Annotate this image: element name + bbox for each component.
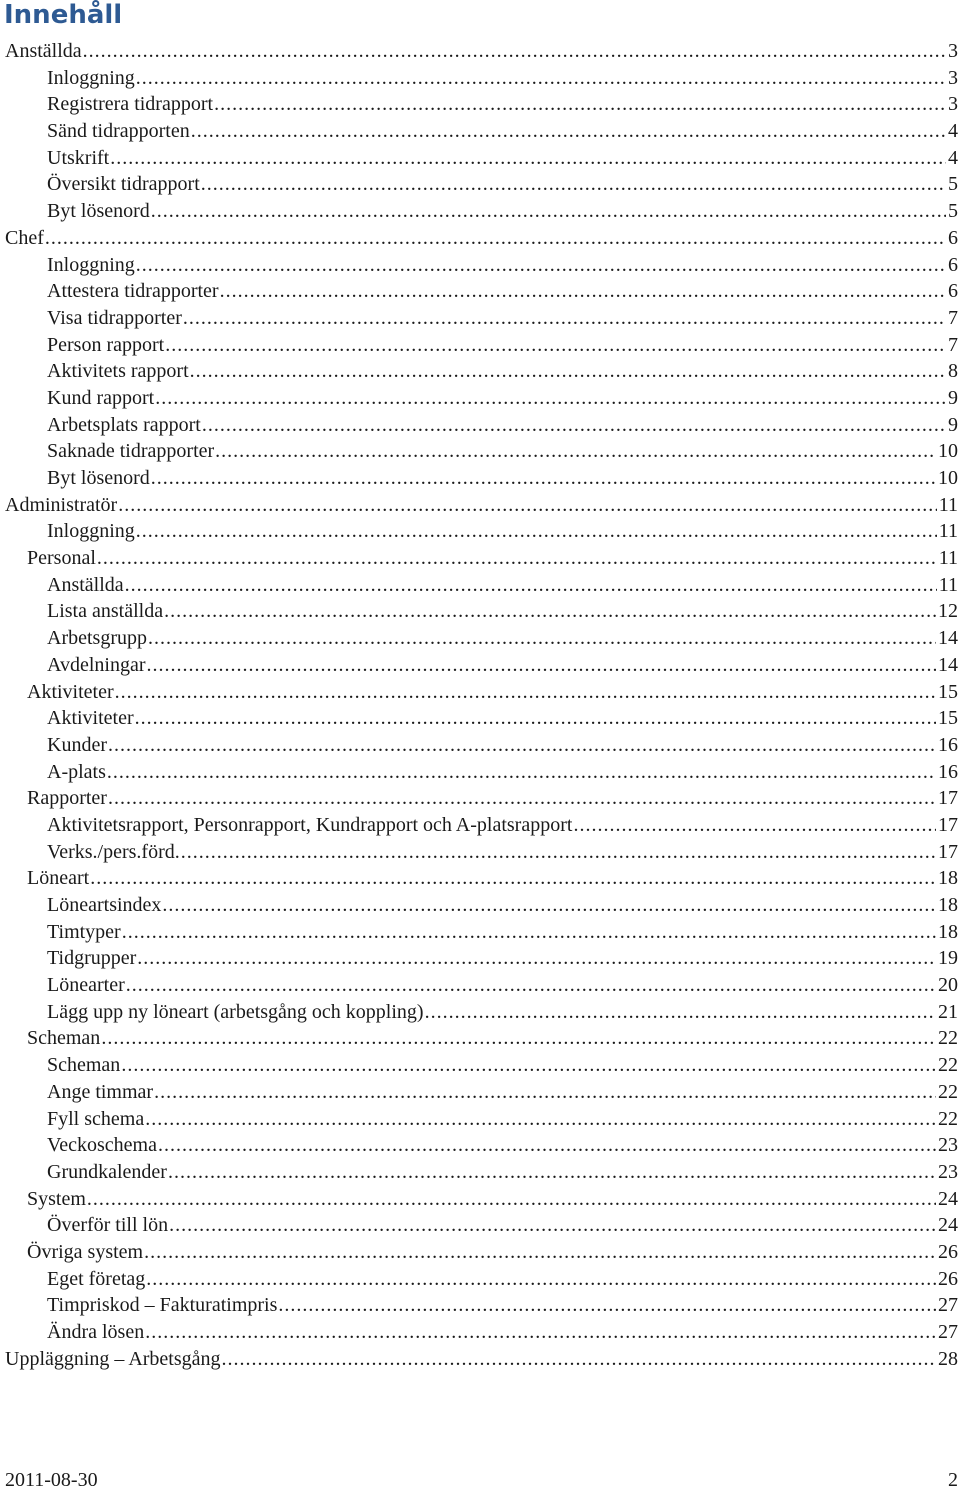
toc-dot-leader [201,171,946,198]
toc-entry-page: 12 [938,600,958,623]
toc-dot-leader [214,91,946,118]
toc-entry[interactable] [0,1239,960,1266]
toc-entry[interactable] [0,1106,960,1133]
toc-entry-page: 27 [938,1321,958,1343]
toc-dot-leader [126,972,936,999]
toc-entry-page: 11 [938,547,958,570]
toc-entry[interactable] [0,1052,960,1079]
toc-entry-label: Löneartsindex [47,894,162,916]
toc-entry[interactable] [0,1132,960,1159]
toc-entry-page: 3 [948,66,958,89]
toc-entry-page: 17 [938,840,958,863]
toc-entry-page: 11 [938,573,958,596]
toc-dot-leader [220,278,946,305]
toc-dot-leader [190,358,946,385]
toc-entry[interactable] [0,705,960,732]
toc-entry-page: 9 [948,386,958,409]
toc-dot-leader [136,252,946,279]
toc-entry[interactable] [0,332,960,359]
toc-dot-leader [145,1106,936,1133]
toc-entry-page: 15 [938,707,958,730]
toc-entry-page: 17 [938,787,958,810]
toc-entry-page: 20 [938,974,958,997]
toc-dot-leader [191,118,946,145]
toc-entry[interactable] [0,1292,960,1319]
toc-entry-page: 5 [948,173,958,196]
toc-entry[interactable] [0,1159,960,1186]
toc-entry-label: Verks./pers.förd. [47,840,180,863]
toc-entry-page: 9 [948,413,958,436]
toc-entry-label: Visa tidrapporter [47,306,182,329]
toc-entry-page: 23 [938,1134,958,1157]
toc-entry-label: Löneart [27,867,90,890]
toc-entry-page: 17 [938,813,958,836]
toc-entry[interactable] [0,732,960,759]
toc-entry-label: A-plats [47,760,106,783]
toc-entry[interactable] [0,892,960,919]
toc-entry[interactable] [0,1025,960,1052]
toc-dot-leader [101,1025,936,1052]
toc-entry-page: 19 [938,947,958,970]
toc-entry-label: Lönearter [47,974,125,997]
toc-entry[interactable] [0,1212,960,1239]
toc-entry-page: 5 [948,200,958,223]
toc-entry-label: Byt lösenord [47,200,150,223]
toc-entry-page: 14 [938,627,958,650]
toc-entry-label: Sänd tidrapporten [47,120,190,143]
toc-entry[interactable] [0,1266,960,1293]
toc-entry-label: Saknade tidrapporter [47,440,215,463]
toc-entry-page: 27 [938,1294,958,1317]
toc-entry-page: 16 [938,760,958,783]
toc-dot-leader [181,839,936,866]
toc-entry-label: Timpriskod – Fakturatimpris [47,1294,278,1317]
toc-entry[interactable] [0,812,960,839]
toc-entry-page: 3 [948,40,958,62]
toc-entry[interactable] [0,919,960,946]
toc-dot-leader [137,945,936,972]
toc-dot-leader [425,999,936,1026]
toc-entry[interactable] [0,278,960,305]
toc-dot-leader [136,518,937,545]
toc-entry[interactable] [0,198,960,225]
toc-heading: Innehåll [4,0,123,30]
toc-entry[interactable] [0,465,960,492]
toc-entry-label: Överför till lön [47,1214,169,1237]
toc-entry-label: Lägg upp ny löneart (arbetsgång och koppling) [47,1000,424,1023]
toc-entry-label: Person rapport [47,333,165,356]
toc-entry[interactable] [0,91,960,118]
toc-entry-label: Grundkalender [47,1160,167,1183]
toc-entry[interactable] [0,65,960,92]
toc-entry-label: Kund rapport [47,386,155,409]
toc-dot-leader [573,812,936,839]
toc-entry-label: Registrera tidrapport [47,93,214,116]
toc-entry-page: 22 [938,1080,958,1103]
toc-dot-leader [83,38,946,65]
toc-entry-page: 11 [938,493,958,516]
toc-entry-label: Arbetsplats rapport [47,413,201,436]
toc-dot-leader [108,785,936,812]
toc-entry-page: 7 [948,306,958,329]
toc-entry-page: 4 [948,146,958,169]
toc-entry-label: Administratör [5,493,118,516]
toc-entry-label: Anställda [47,573,124,596]
toc-entry-label: Ange timmar [47,1080,154,1103]
toc-dot-leader [169,1212,936,1239]
toc-entry-label: Kunder [47,733,107,756]
toc-entry[interactable] [0,972,960,999]
toc-dot-leader [278,1292,936,1319]
toc-entry-page: 24 [938,1214,958,1237]
toc-entry-page: 8 [948,360,958,383]
toc-dot-leader [87,1186,936,1213]
toc-entry-label: Veckoschema [47,1134,157,1157]
toc-entry-label: Övriga system [27,1240,144,1263]
toc-entry-page: 22 [938,1054,958,1077]
toc-entry[interactable] [0,652,960,679]
toc-dot-leader [202,412,946,439]
toc-entry-page: 21 [938,1000,958,1023]
toc-entry-label: Chef [5,226,44,249]
toc-entry-label: Inloggning [47,520,135,543]
toc-entry[interactable] [0,999,960,1026]
toc-entry-label: Aktivitets rapport [47,360,189,383]
toc-entry[interactable] [0,1079,960,1106]
toc-dot-leader [110,145,946,172]
toc-dot-leader [165,332,946,359]
toc-entry[interactable] [0,225,960,252]
toc-entry[interactable] [0,545,960,572]
toc-entry[interactable] [0,1186,960,1213]
toc-entry[interactable] [0,945,960,972]
toc-entry-label: Tidgrupper [47,947,137,970]
toc-entry-page: 6 [948,253,958,276]
toc-entry-label: Scheman [47,1054,121,1077]
toc-entry[interactable] [0,412,960,439]
toc-entry-label: Avdelningar [47,653,146,676]
toc-entry-label: Aktiviteter [47,707,134,730]
footer-date: 2011-08-30 [5,1469,98,1491]
toc-dot-leader [147,652,937,679]
toc-dot-leader [107,759,936,786]
toc-entry[interactable] [0,572,960,599]
toc-entry-label: Inloggning [47,253,135,276]
toc-entry-page: 4 [948,120,958,143]
toc-entry-page: 15 [938,680,958,703]
toc-entry-page: 14 [938,653,958,676]
toc-entry-label: Anställda [5,40,82,62]
toc-dot-leader [90,865,936,892]
toc-entry-page: 11 [938,520,958,543]
toc-entry[interactable] [0,865,960,892]
toc-entry-label: Uppläggning – Arbetsgång [5,1347,221,1370]
toc-dot-leader [136,65,946,92]
toc-entry-page: 26 [938,1240,958,1263]
toc-dot-leader [122,919,936,946]
toc-dot-leader [135,705,936,732]
toc-dot-leader [148,625,936,652]
toc-entry-page: 6 [948,226,958,249]
toc-entry-page: 24 [938,1187,958,1210]
toc-entry-page: 18 [938,920,958,943]
toc-entry[interactable] [0,118,960,145]
toc-entry[interactable] [0,598,960,625]
toc-entry-label: Översikt tidrapport [47,173,200,196]
toc-entry-label: Aktivitetsrapport, Personrapport, Kundrapport och A-platsrapport [47,813,573,836]
toc-dot-leader [158,1132,936,1159]
toc-entry-label: Personal [27,547,96,570]
toc-dot-leader [97,545,937,572]
toc-entry-label: Inloggning [47,66,135,89]
toc-entry-label: Byt lösenord [47,467,150,489]
toc-entry-label: Utskrift [47,146,110,169]
toc-entry-label: Eget företag [47,1267,146,1290]
toc-entry[interactable] [0,438,960,465]
toc-entry[interactable] [0,1346,960,1373]
toc-entry-label: Lista anställda [47,600,164,623]
toc-dot-leader [118,492,937,519]
toc-entry[interactable] [0,785,960,812]
table-of-contents [0,38,960,1372]
toc-entry-page: 22 [938,1107,958,1130]
toc-dot-leader [222,1346,936,1373]
toc-entry-page: 10 [938,467,958,489]
toc-entry-page: 28 [938,1347,958,1370]
toc-entry[interactable] [0,492,960,519]
footer-page-number: 2 [948,1469,958,1491]
toc-entry-label: Aktiviteter [27,680,114,703]
toc-entry-label: Timtyper [47,920,121,943]
toc-entry-label: Scheman [27,1027,101,1050]
toc-entry[interactable] [0,1319,960,1346]
toc-entry[interactable] [0,145,960,172]
toc-dot-leader [108,732,936,759]
toc-entry-page: 18 [938,894,958,916]
toc-entry[interactable] [0,171,960,198]
toc-entry[interactable] [0,252,960,279]
toc-entry-page: 10 [938,440,958,463]
toc-entry-page: 22 [938,1027,958,1050]
toc-dot-leader [146,1266,936,1293]
toc-dot-leader [121,1052,936,1079]
toc-entry-page: 7 [948,333,958,356]
toc-dot-leader [215,438,936,465]
toc-dot-leader [162,892,936,919]
toc-entry-label: Fyll schema [47,1107,145,1130]
toc-entry-page: 3 [948,93,958,116]
toc-dot-leader [45,225,946,252]
toc-dot-leader [154,1079,936,1106]
toc-entry-page: 16 [938,733,958,756]
toc-dot-leader [151,465,936,492]
toc-dot-leader [151,198,946,225]
toc-entry-label: System [27,1187,86,1210]
toc-entry-page: 6 [948,280,958,303]
toc-entry-label: Ändra lösen [47,1321,145,1343]
toc-dot-leader [183,305,946,332]
toc-dot-leader [145,1319,936,1346]
toc-dot-leader [115,679,936,706]
toc-dot-leader [125,572,937,599]
toc-dot-leader [168,1159,936,1186]
toc-dot-leader [155,385,946,412]
toc-dot-leader [164,598,936,625]
toc-dot-leader [144,1239,936,1266]
toc-entry[interactable] [0,839,960,866]
toc-entry[interactable] [0,518,960,545]
toc-entry-label: Arbetsgrupp [47,627,147,650]
toc-entry[interactable] [0,305,960,332]
toc-entry[interactable] [0,679,960,706]
toc-entry-page: 23 [938,1160,958,1183]
toc-entry-label: Attestera tidrapporter [47,280,219,303]
toc-entry-page: 26 [938,1267,958,1290]
toc-entry-label: Rapporter [27,787,107,810]
toc-entry[interactable] [0,385,960,412]
toc-entry[interactable] [0,38,960,65]
toc-entry-page: 18 [938,867,958,890]
toc-entry[interactable] [0,358,960,385]
toc-entry[interactable] [0,625,960,652]
toc-entry[interactable] [0,759,960,786]
